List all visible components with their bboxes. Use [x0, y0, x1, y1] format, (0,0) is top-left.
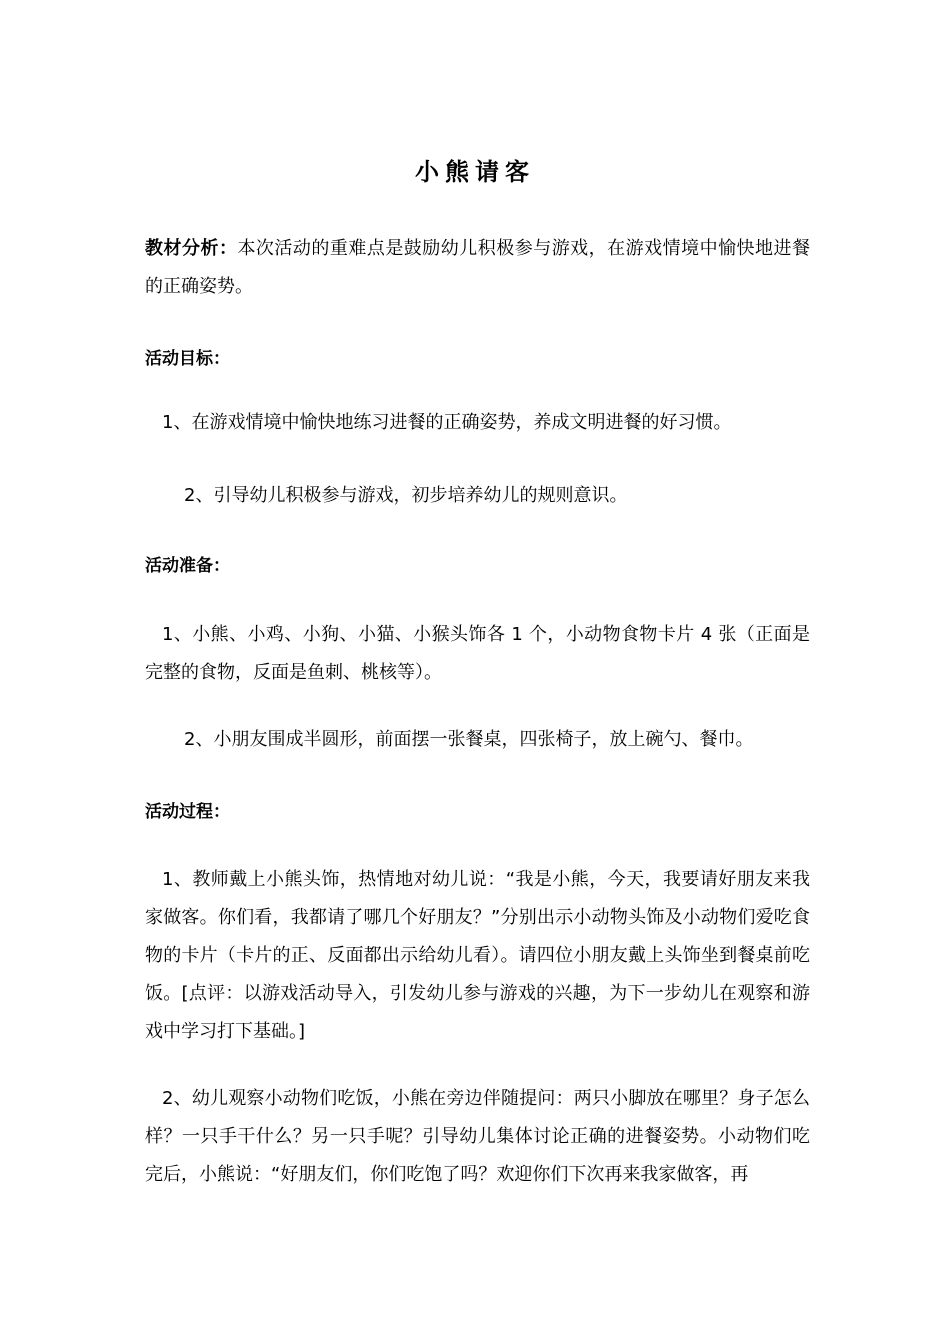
process-heading: 活动过程：	[145, 802, 230, 822]
preparation-item-2: 2、小朋友围成半圆形，前面摆一张餐桌，四张椅子，放上碗勺、餐巾。	[184, 729, 754, 750]
goals-item-1: 1、在游戏情境中愉快地练习进餐的正确姿势，养成文明进餐的好习惯。	[162, 412, 732, 433]
goals-heading: 活动目标：	[145, 349, 230, 369]
preparation-heading: 活动准备：	[145, 556, 230, 576]
preparation-item-1: 1、小熊、小鸡、小狗、小猫、小猴头饰各 1 个，小动物食物卡片 4 张（正面是完整的食物，反面是鱼刺、桃核等）。	[145, 624, 810, 683]
process-item-2: 2、幼儿观察小动物们吃饭，小熊在旁边伴随提问：两只小脚放在哪里？身子怎么样？一只手干什么？另一只手呢？引导幼儿集体讨论正确的进餐姿势。小动物们吃完后，小熊说：“好朋友们，你们吃饱了吗？欢迎你们下次再来我家做客，再	[145, 1088, 810, 1185]
analysis-paragraph	[145, 230, 810, 306]
document-title: 小熊请客	[415, 158, 535, 186]
analysis-label: 教材分析：	[145, 238, 238, 259]
goals-item-2: 2、引导幼儿积极参与游戏，初步培养幼儿的规则意识。	[184, 485, 628, 506]
process-item-1: 1、教师戴上小熊头饰，热情地对幼儿说：“我是小熊，今天，我要请好朋友来我家做客。你们看，我都请了哪几个好朋友？”分别出示小动物头饰及小动物们爱吃食物的卡片（卡片的正、反面都出示给幼儿看）。请四位小朋友戴上头饰坐到餐桌前吃饭。[点评：以游戏活动导入，引发幼儿参与游戏的兴趣，为下一步幼儿在观察和游戏中学习打下基础。]	[145, 869, 810, 1042]
analysis-text: 本次活动的重难点是鼓励幼儿积极参与游戏，在游戏情境中愉快地进餐的正确姿势。	[145, 238, 811, 297]
